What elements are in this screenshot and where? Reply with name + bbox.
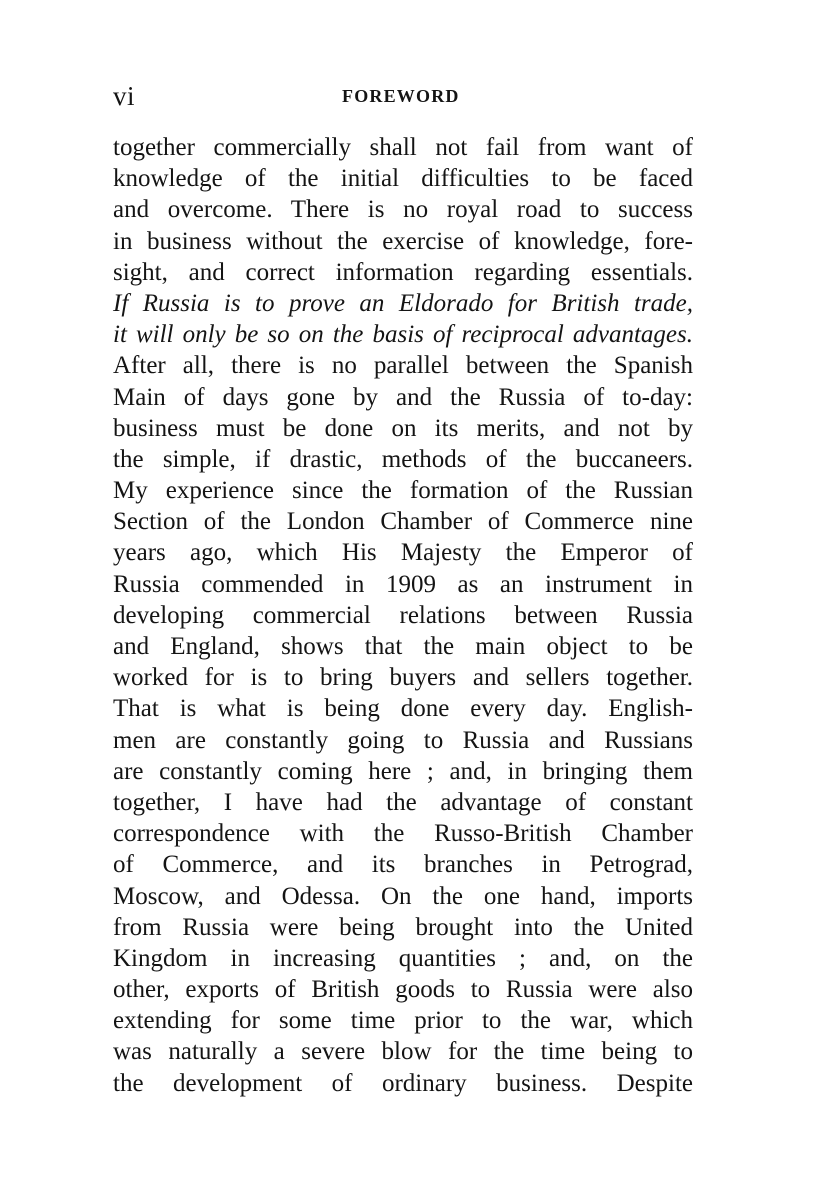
text-line: from Russia were being brought into the United [113,913,693,941]
text-line: are constantly coming here ; and, in bringing them [113,757,693,785]
text-line: Kingdom in increasing quantities ; and, on the [113,944,693,972]
text-line: My experience since the formation of the Russian [113,477,693,505]
text-line: the simple, if drastic, methods of the buccaneers. [113,445,693,473]
page-number: vi [113,81,136,111]
text-line: was naturally a severe blow for the time being to [113,1038,693,1066]
page-header [113,80,693,114]
text-line: and overcome. There is no royal road to success [113,196,693,224]
text-line: the development of ordinary business. Despite [113,1069,693,1097]
text-line: in business without the exercise of knowledge, fore- [113,227,693,255]
text-line: After all, there is no parallel between the Spanish [113,352,693,380]
text-line: knowledge of the initial difficulties to be faced [113,165,693,193]
text-line: years ago, which His Majesty the Emperor of [113,539,693,567]
text-line: together, I have had the advantage of constant [113,788,693,816]
emphasized-text-line: If Russia is to prove an Eldorado for British trade, [113,289,693,317]
text-line: Moscow, and Odessa. On the one hand, imports [113,882,693,910]
text-line: Section of the London Chamber of Commerce nine [113,508,693,536]
body-paragraph [113,132,693,1099]
emphasized-text-line: it will only be so on the basis of reciprocal advantages. [113,321,693,349]
running-head: FOREWORD [342,86,460,106]
text-line: correspondence with the Russo-British Chamber [113,820,693,848]
text-line: of Commerce, and its branches in Petrograd, [113,851,693,879]
text-line: and England, shows that the main object to be [113,633,693,660]
text-line: other, exports of British goods to Russia were also [113,976,693,1004]
text-line: Main of days gone by and the Russia of to-day: [113,383,693,411]
text-line: sight, and correct information regarding essentials. [113,258,693,286]
text-line: men are constantly going to Russia and Russians [113,726,693,754]
text-line: business must be done on its merits, and not by [113,414,693,442]
text-line: extending for some time prior to the war, which [113,1007,693,1035]
text-line: worked for is to bring buyers and sellers together. [113,664,693,692]
text-line: Russia commended in 1909 as an instrument in [113,570,693,598]
text-line: developing commercial relations between Russia [113,601,693,629]
text-line: That is what is being done every day. English- [113,695,693,723]
text-line: together commercially shall not fail from want of [113,134,693,161]
